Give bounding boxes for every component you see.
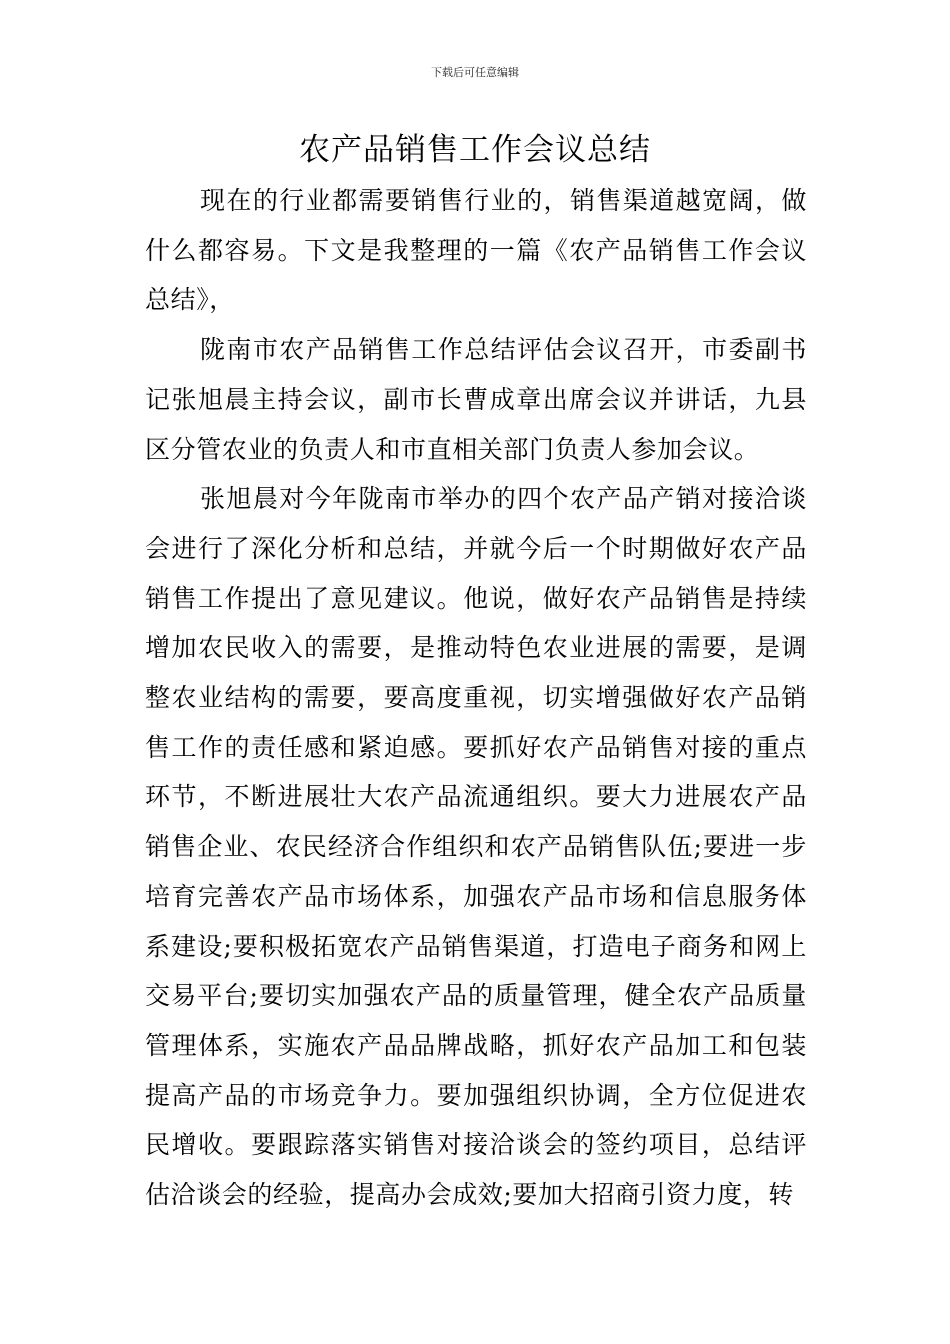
paragraph-meeting: 陇南市农产品销售工作总结评估会议召开，市委副书记张旭晨主持会议，副市长曹成章出席会议并讲话，九县区分管农业的负责人和市直相关部门负责人参加会议。 bbox=[145, 335, 807, 464]
header-note: 下载后可任意编辑 bbox=[431, 66, 519, 79]
paragraph-speech: 张旭晨对今年陇南市举办的四个农产品产销对接洽谈会进行了深化分析和总结，并就今后一个时期做好农产品销售工作提出了意见建议。他说，做好农产品销售是持续增加农民收入的需要，是推动特色农业进展的需要，是调整农业结构的需要，要高度重视，切实增强做好农产品销售工作的责任感和紧迫感。要抓好农产品销售对接的重点环节，不断进展壮大农产品流通组织。要大力进展农产品销售企业、农民经济合作组织和农产品销售队伍;要进一步培育完善农产品市场体系，加强农产品市场和信息服务体系建设;要积极拓宽农产品销售渠道，打造电子商务和网上交易平台;要切实加强农产品的质量管理，健全农产品质量管理体系，实施农产品品牌战略，抓好农产品加工和包装提高产品的市场竞争力。要加强组织协调，全方位促进农民增收。要跟踪落实销售对接洽谈会的签约项目，总结评估洽谈会的经验，提高办会成效;要加大招商引资力度，转 bbox=[145, 484, 807, 1210]
document-body bbox=[145, 176, 807, 1220]
document-title: 农产品销售工作会议总结 bbox=[299, 132, 651, 168]
paragraph-intro: 现在的行业都需要销售行业的，销售渠道越宽阔，做什么都容易。下文是我整理的一篇《农产品销售工作会议总结》， bbox=[145, 186, 807, 315]
